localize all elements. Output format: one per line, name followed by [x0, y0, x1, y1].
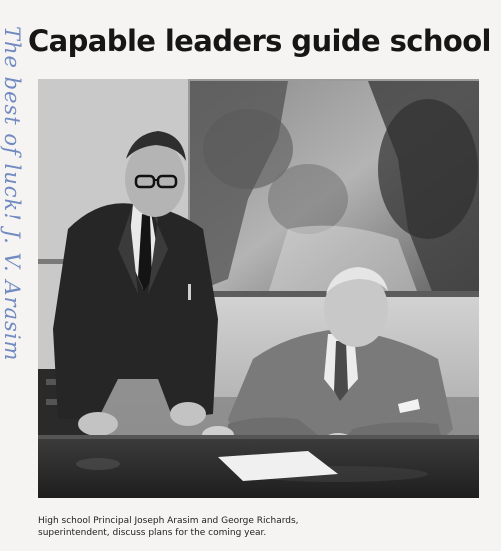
handwritten-signature — [2, 20, 32, 440]
page-headline: Capable leaders guide school — [28, 24, 491, 58]
photograph — [38, 79, 479, 498]
photo-illustration — [38, 79, 479, 498]
desk — [38, 435, 479, 498]
mural — [190, 81, 479, 297]
signature-ink: The best of luck! J. V. Arasim — [0, 26, 24, 362]
caption-line-1: High school Principal Joseph Arasim and George Richards, — [38, 516, 299, 526]
photo-caption — [38, 516, 358, 539]
caption-line-2: superintendent, discuss plans for the coming year. — [38, 527, 267, 538]
